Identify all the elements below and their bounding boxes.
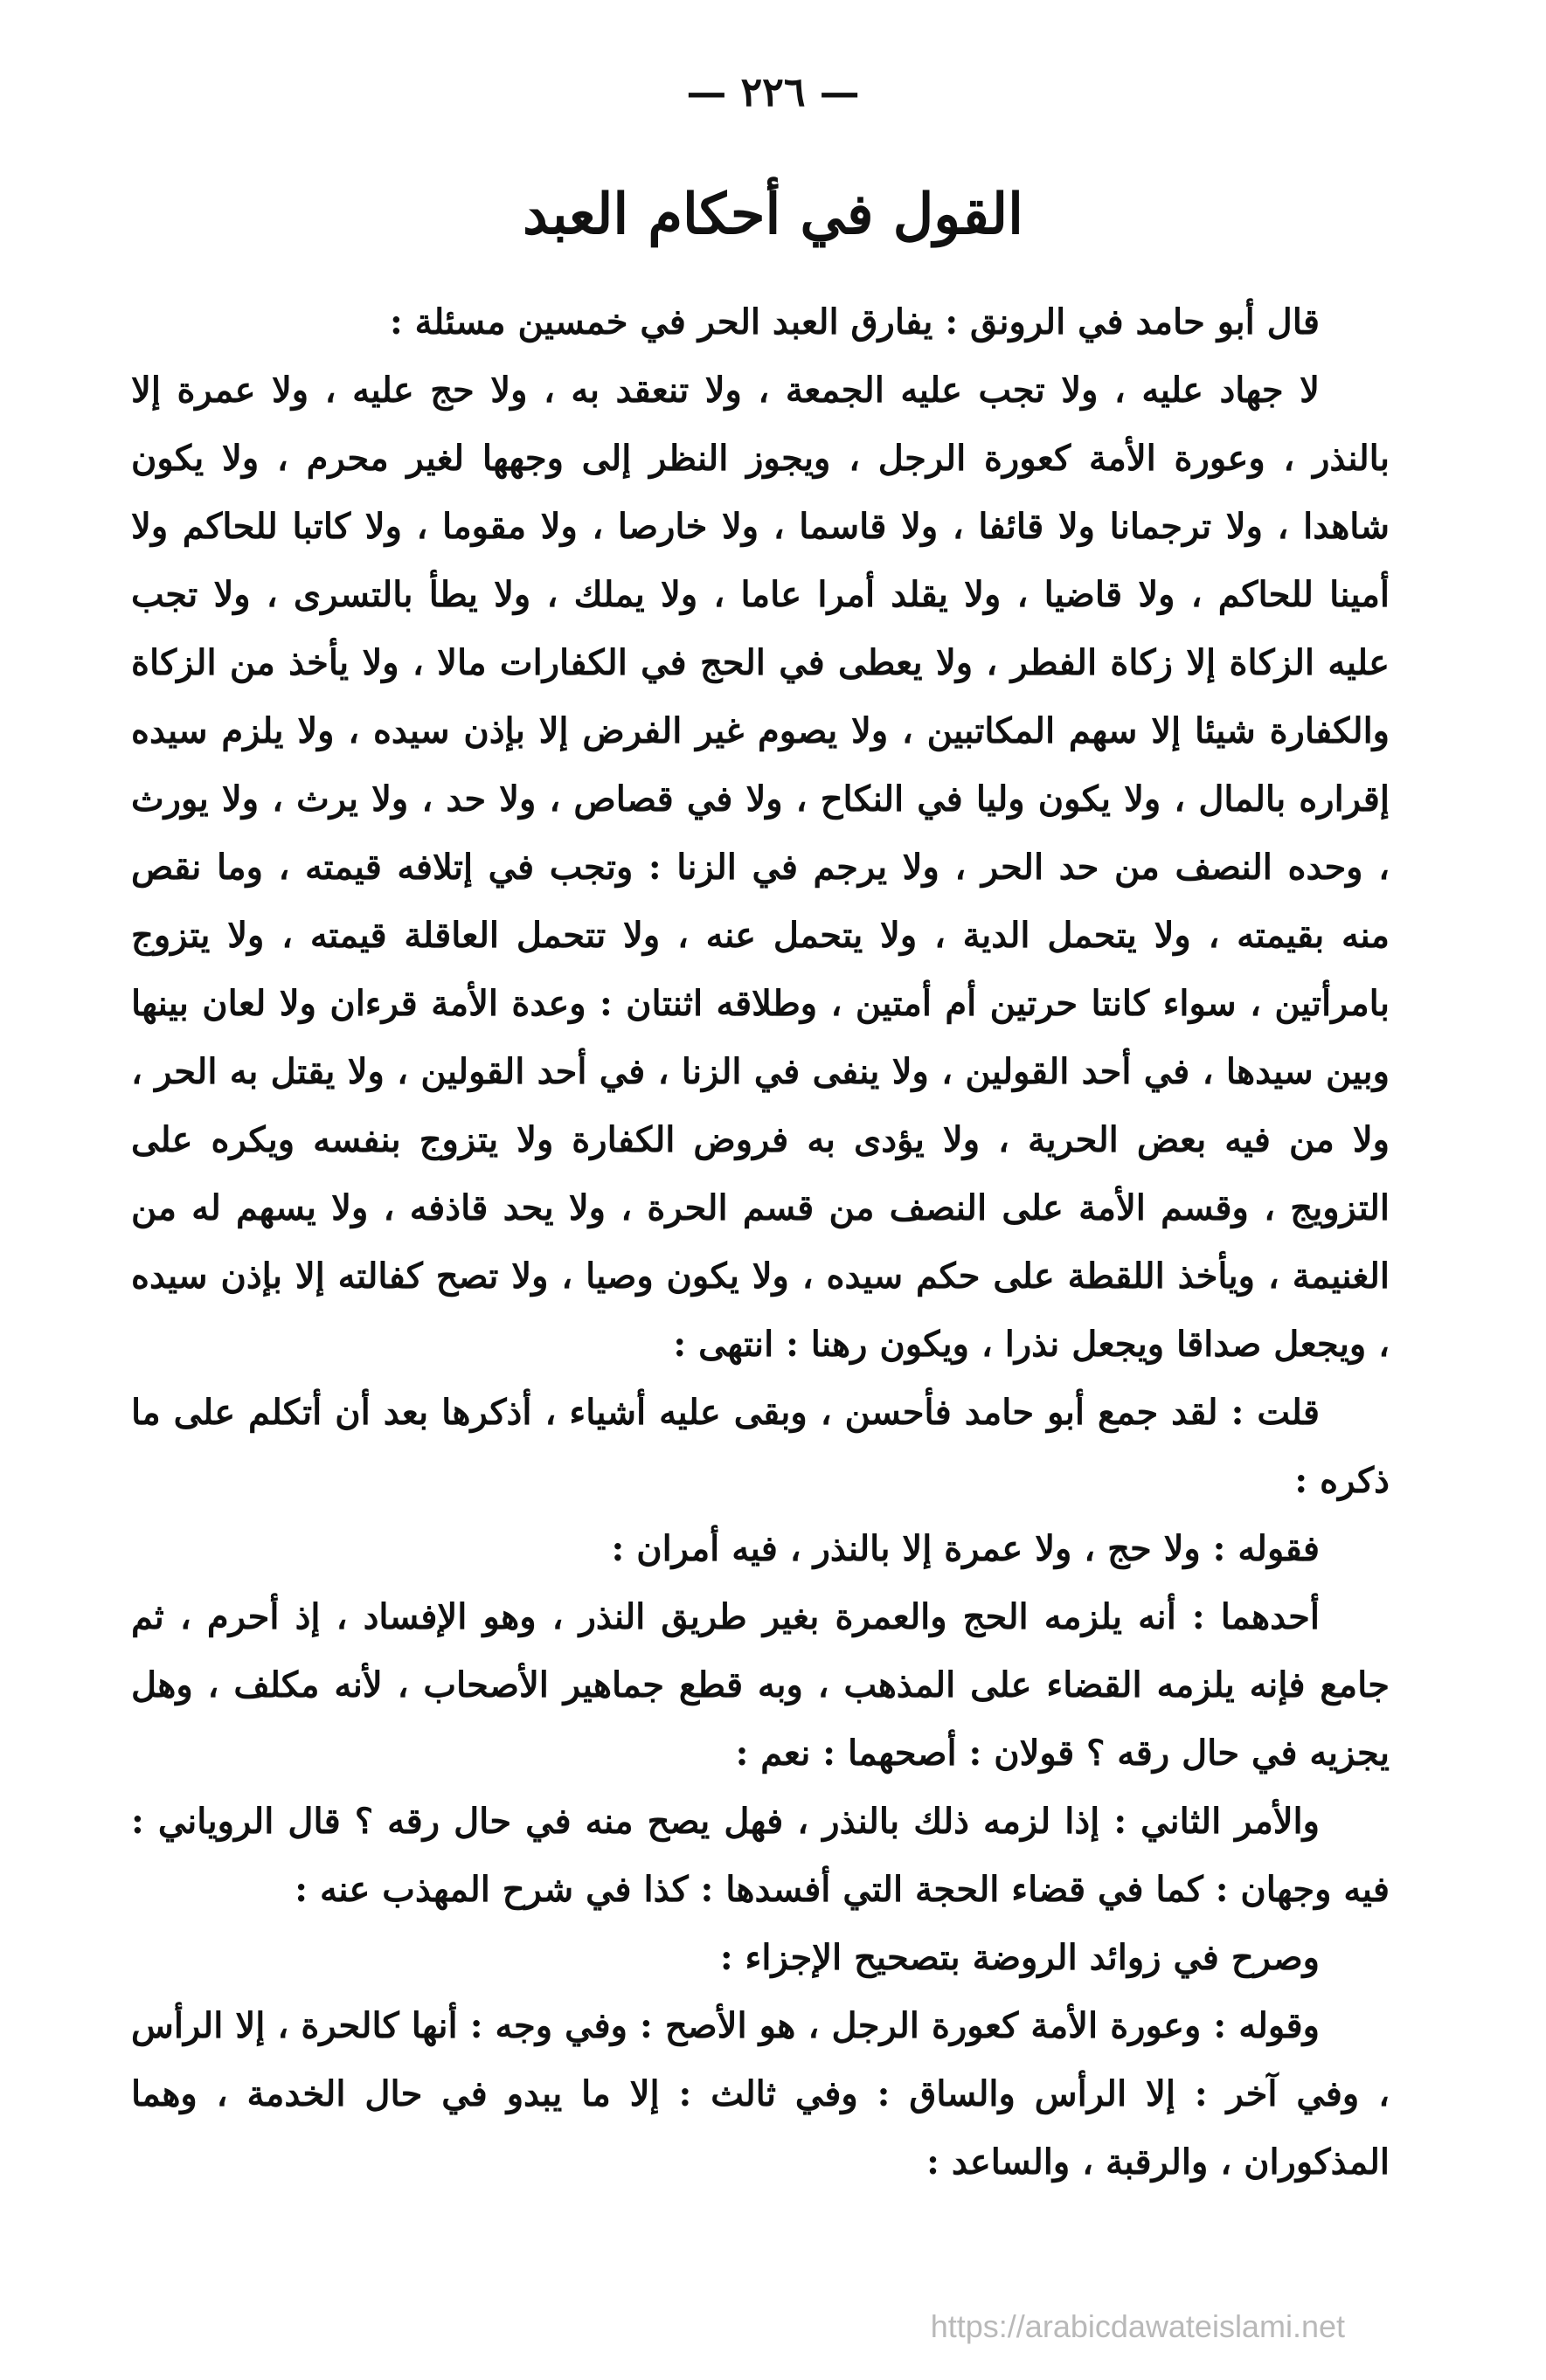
paragraph: والأمر الثاني : إذا لزمه ذلك بالنذر ، فهل يصح منه في حال رقه ؟ قال الروياني : فيه وجهان : كما في قضاء الحجة التي أفسدها : كذا في شرح المهذب عنه : — [131, 1801, 1390, 1910]
body-text — [131, 288, 1390, 2197]
paragraph: وصرح في زوائد الروضة بتصحيح الإجزاء : — [719, 1937, 1320, 1978]
paragraph: لا جهاد عليه ، ولا تجب عليه الجمعة ، ولا تنعقد به ، ولا حج عليه ، ولا عمرة إلا بالنذر ، وعورة الأمة كعورة الرجل ، ويجوز النظر إلى وجهها لغير محرم ، ولا يكون شاهدا ، ولا ترجمانا ولا قائفا ، ولا قاسما ، ولا خارصا ، ولا مقوما ، ولا كاتبا للحاكم ولا أمينا للحاكم ، ولا قاضيا ، ولا يقلد أمرا عاما ، ولا يملك ، ولا يطأ بالتسرى ، ولا تجب عليه الزكاة إلا زكاة الفطر ، ولا يعطى في الحج في الكفارات مالا ، ولا يأخذ من الزكاة والكفارة شيئا إلا سهم المكاتبين ، ولا يصوم غير الفرض إلا بإذن سيده ، ولا يلزم سيده إقراره بالمال ، ولا يكون وليا في النكاح ، ولا في قصاص ، ولا حد ، ولا يرث ، ولا يورث ، وحده النصف من حد الحر ، ولا يرجم في الزنا : وتجب في إتلافه قيمته ، وما نقص منه بقيمته ، ولا يتحمل الدية ، ولا يتحمل عنه ، ولا تتحمل العاقلة قيمته ، ولا يتزوج بامرأتين ، سواء كانتا حرتين أم أمتين ، وطلاقه اثنتان : وعدة الأمة قرءان ولا لعان بينها وبين سيدها ، في أحد القولين ، ولا ينفى في الزنا ، في أحد القولين ، ولا يقتل به الحر ، ولا من فيه بعض الحرية ، ولا يؤدى به فروض الكفارة ولا يتزوج بنفسه ويكره على التزويج ، وقسم الأمة على النصف من قسم الحرة ، ولا يحد قاذفه ، ولا يسهم له من الغنيمة ، ويأخذ اللقطة على حكم سيده ، ولا يكون وصيا ، ولا تصح كفالته إلا بإذن سيده ، ويجعل صداقا ويجعل نذرا ، ويكون رهنا : انتهى : — [131, 370, 1390, 1365]
paragraph: قال أبو حامد في الرونق : يفارق العبد الحر في خمسين مسئلة : — [389, 301, 1320, 342]
source-watermark: https://arabicdawateislami.net — [930, 2308, 1345, 2344]
chapter-title: القول في أحكام العبد — [523, 182, 1023, 247]
paragraph: أحدهما : أنه يلزمه الحج والعمرة بغير طريق النذر ، وهو الإفساد ، إذ أحرم ، ثم جامع فإنه يلزمه القضاء على المذهب ، وبه قطع جماهير الأصحاب ، لأنه مكلف ، وهل يجزيه في حال رقه ؟ قولان : أصحهما : نعم : — [131, 1596, 1390, 1774]
paragraph: وقوله : وعورة الأمة كعورة الرجل ، هو الأصح : وفي وجه : أنها كالحرة ، إلا الرأس ، وفي آخر : إلا الرأس والساق : وفي ثالث : إلا ما يبدو في حال الخدمة ، وهما المذكوران ، والرقبة ، والساعد : — [131, 2005, 1390, 2183]
page-number: — ٢٢٦ — — [686, 68, 860, 115]
paragraph: قلت : لقد جمع أبو حامد فأحسن ، وبقى عليه أشياء ، أذكرها بعد أن أتكلم على ما ذكره : — [131, 1392, 1390, 1501]
paragraph: فقوله : ولا حج ، ولا عمرة إلا بالنذر ، فيه أمران : — [611, 1528, 1320, 1569]
